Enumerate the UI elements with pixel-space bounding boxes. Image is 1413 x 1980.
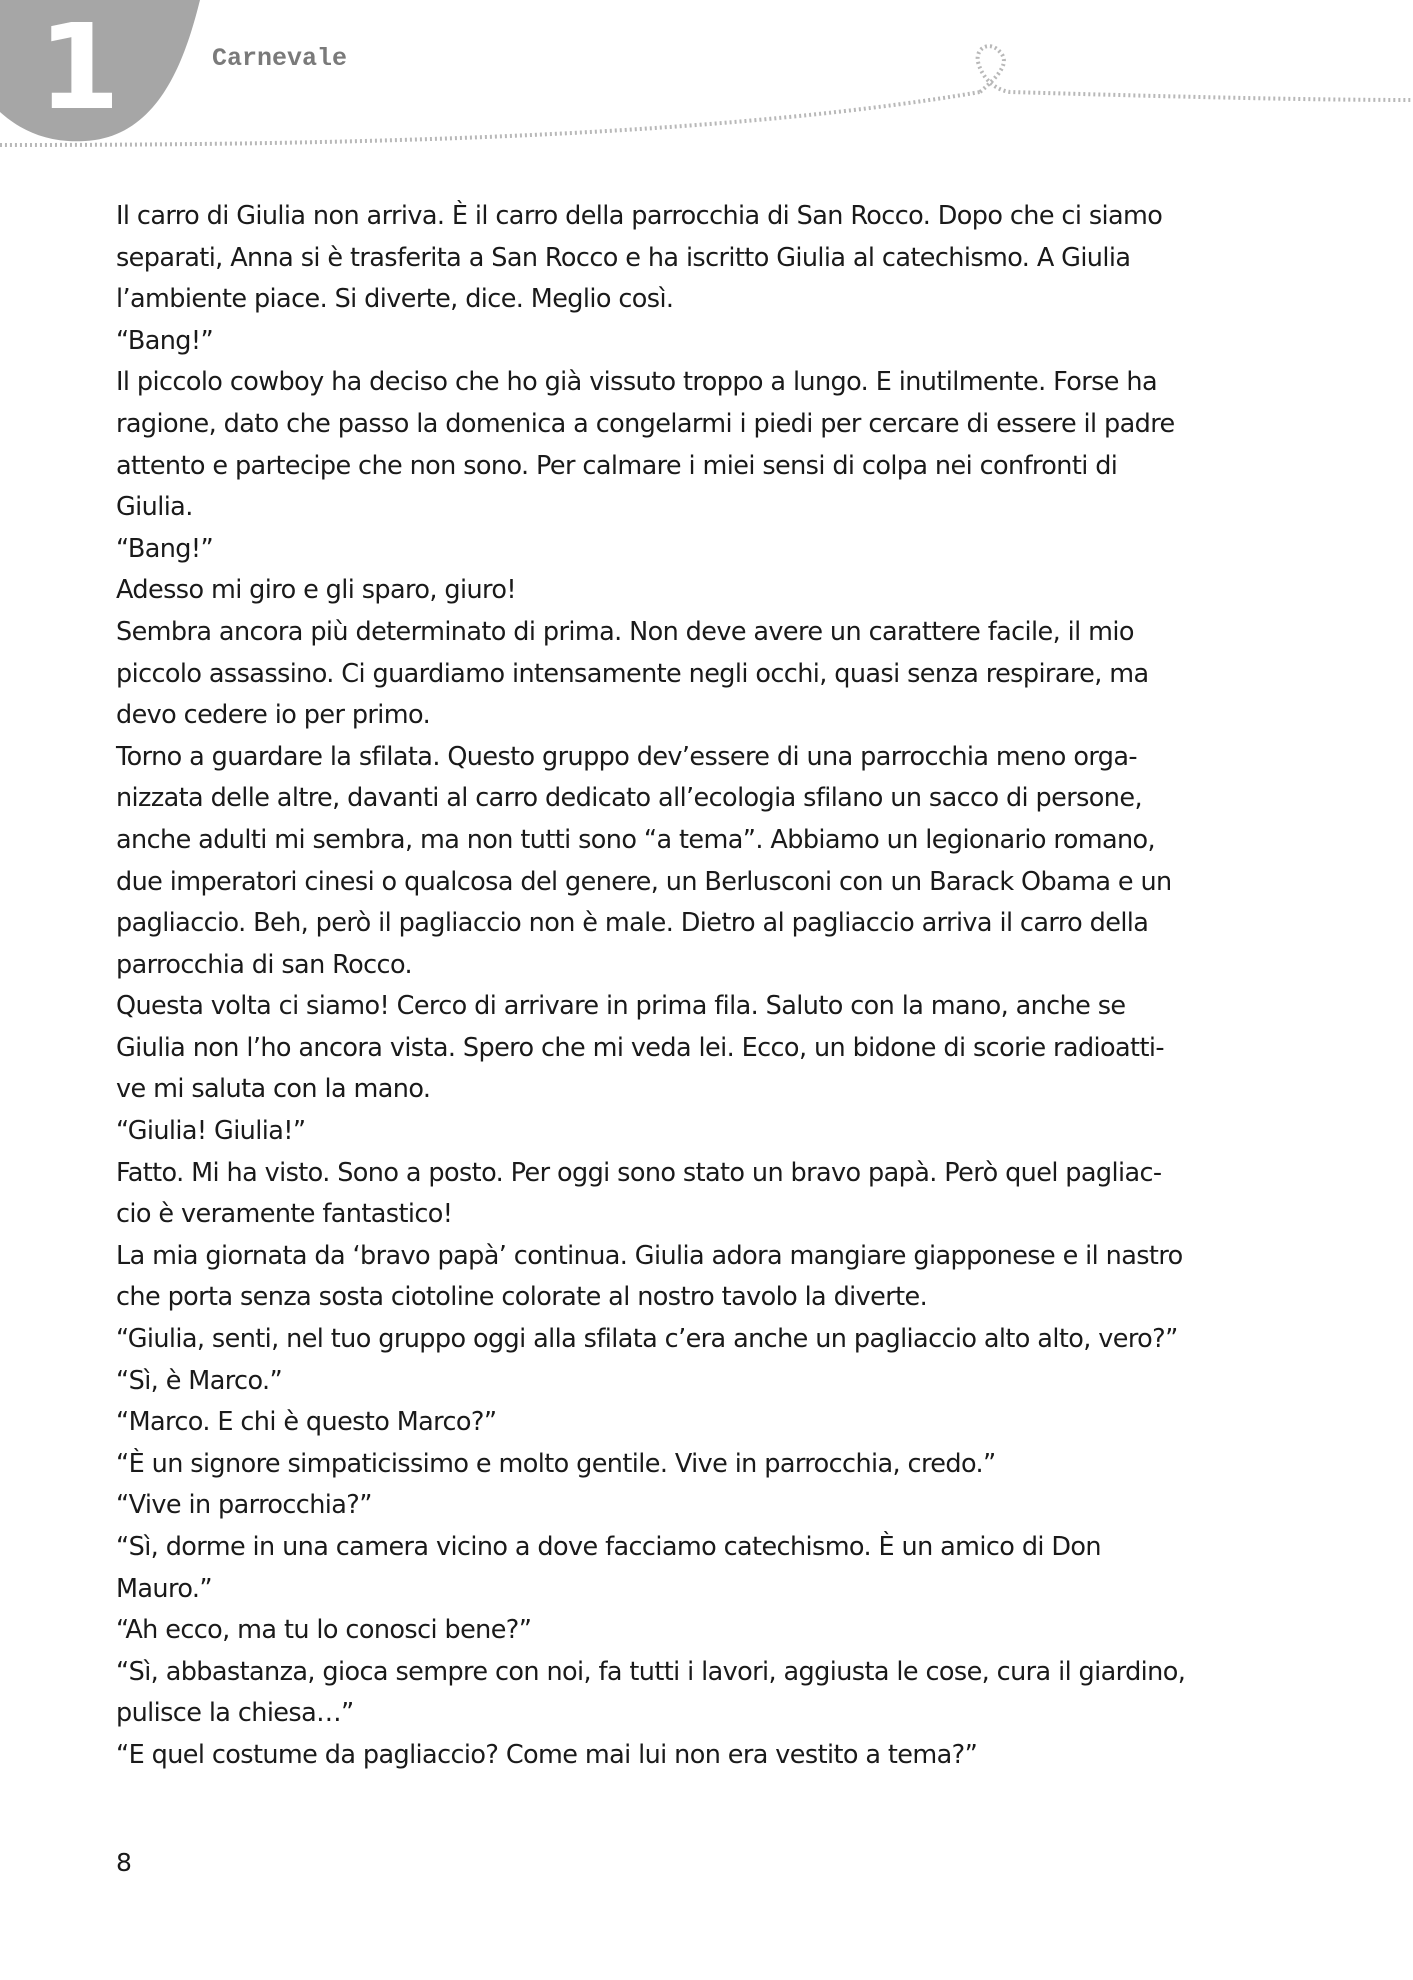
text-line: l’ambiente piace. Si diverte, dice. Meglio così. bbox=[116, 284, 674, 315]
text-line: “Giulia! Giulia!” bbox=[116, 1116, 306, 1147]
text-line: attento e partecipe che non sono. Per calmare i miei sensi di colpa nei confronti di bbox=[116, 450, 1118, 481]
text-line: “Vive in parrocchia?” bbox=[116, 1490, 372, 1521]
text-line: Sembra ancora più determinato di prima. Non deve avere un carattere facile, il mio bbox=[116, 616, 1134, 647]
text-line: “Sì, è Marco.” bbox=[116, 1365, 283, 1396]
text-line: “Marco. E chi è questo Marco?” bbox=[116, 1407, 497, 1438]
text-line: Fatto. Mi ha visto. Sono a posto. Per oggi sono stato un bravo papà. Però quel pagliac- bbox=[116, 1157, 1162, 1188]
text-line: “Bang!” bbox=[116, 533, 214, 564]
text-line: piccolo assassino. Ci guardiamo intensamente negli occhi, quasi senza respirare, ma bbox=[116, 658, 1149, 689]
text-line: Giulia. bbox=[116, 492, 193, 523]
text-line: pulisce la chiesa…” bbox=[116, 1698, 354, 1729]
text-line: ve mi saluta con la mano. bbox=[116, 1074, 431, 1105]
text-line: “Sì, abbastanza, gioca sempre con noi, fa tutti i lavori, aggiusta le cose, cura il giardino, bbox=[116, 1656, 1186, 1687]
chapter-title: Carnevale bbox=[212, 44, 348, 73]
text-line: Questa volta ci siamo! Cerco di arrivare in prima fila. Saluto con la mano, anche se bbox=[116, 991, 1126, 1022]
text-line: Torno a guardare la sfilata. Questo gruppo dev’essere di una parrocchia meno orga- bbox=[116, 741, 1137, 772]
chapter-number: 1 bbox=[38, 0, 121, 136]
text-line: Adesso mi giro e gli sparo, giuro! bbox=[116, 575, 516, 606]
header-decoration bbox=[0, 0, 1413, 160]
text-line: Il piccolo cowboy ha deciso che ho già vissuto troppo a lungo. E inutilmente. Forse ha bbox=[116, 367, 1157, 398]
text-line: Il carro di Giulia non arriva. È il carro della parrocchia di San Rocco. Dopo che ci siamo bbox=[116, 201, 1163, 231]
text-line: anche adulti mi sembra, ma non tutti sono “a tema”. Abbiamo un legionario romano, bbox=[116, 824, 1156, 855]
text-line: “È un signore simpaticissimo e molto gentile. Vive in parrocchia, credo.” bbox=[116, 1448, 996, 1479]
text-line: “E quel costume da pagliaccio? Come mai lui non era vestito a tema?” bbox=[116, 1739, 978, 1770]
text-line: “Ah ecco, ma tu lo conosci bene?” bbox=[116, 1615, 532, 1646]
text-line: Mauro.” bbox=[116, 1573, 212, 1604]
text-line: “Sì, dorme in una camera vicino a dove facciamo catechismo. È un amico di Don bbox=[116, 1532, 1101, 1562]
text-line: pagliaccio. Beh, però il pagliaccio non è male. Dietro al pagliaccio arriva il carro della bbox=[116, 908, 1149, 939]
page-number: 8 bbox=[116, 1848, 132, 1877]
text-line: che porta senza sosta ciotoline colorate al nostro tavolo la diverte. bbox=[116, 1282, 928, 1313]
text-line: due imperatori cinesi o qualcosa del genere, un Berlusconi con un Barack Obama e un bbox=[116, 866, 1172, 897]
chapter-header bbox=[0, 0, 1413, 160]
text-line: separati, Anna si è trasferita a San Rocco e ha iscritto Giulia al catechismo. A Giulia bbox=[116, 242, 1131, 273]
text-line: devo cedere io per primo. bbox=[116, 700, 431, 731]
text-line: nizzata delle altre, davanti al carro dedicato all’ecologia sfilano un sacco di persone, bbox=[116, 783, 1142, 814]
text-line: “Giulia, senti, nel tuo gruppo oggi alla sfilata c’era anche un pagliaccio alto alto, vero?” bbox=[116, 1324, 1178, 1355]
text-line: ragione, dato che passo la domenica a congelarmi i piedi per cercare di essere il padre bbox=[116, 408, 1175, 439]
text-line: cio è veramente fantastico! bbox=[116, 1199, 453, 1230]
body-text bbox=[116, 196, 1246, 1777]
text-line: Giulia non l’ho ancora vista. Spero che mi veda lei. Ecco, un bidone di scorie radioatti- bbox=[116, 1032, 1164, 1063]
text-line: parrocchia di san Rocco. bbox=[116, 949, 413, 980]
text-line: La mia giornata da ‘bravo papà’ continua. Giulia adora mangiare giapponese e il nastro bbox=[116, 1240, 1183, 1271]
text-line: “Bang!” bbox=[116, 325, 214, 356]
